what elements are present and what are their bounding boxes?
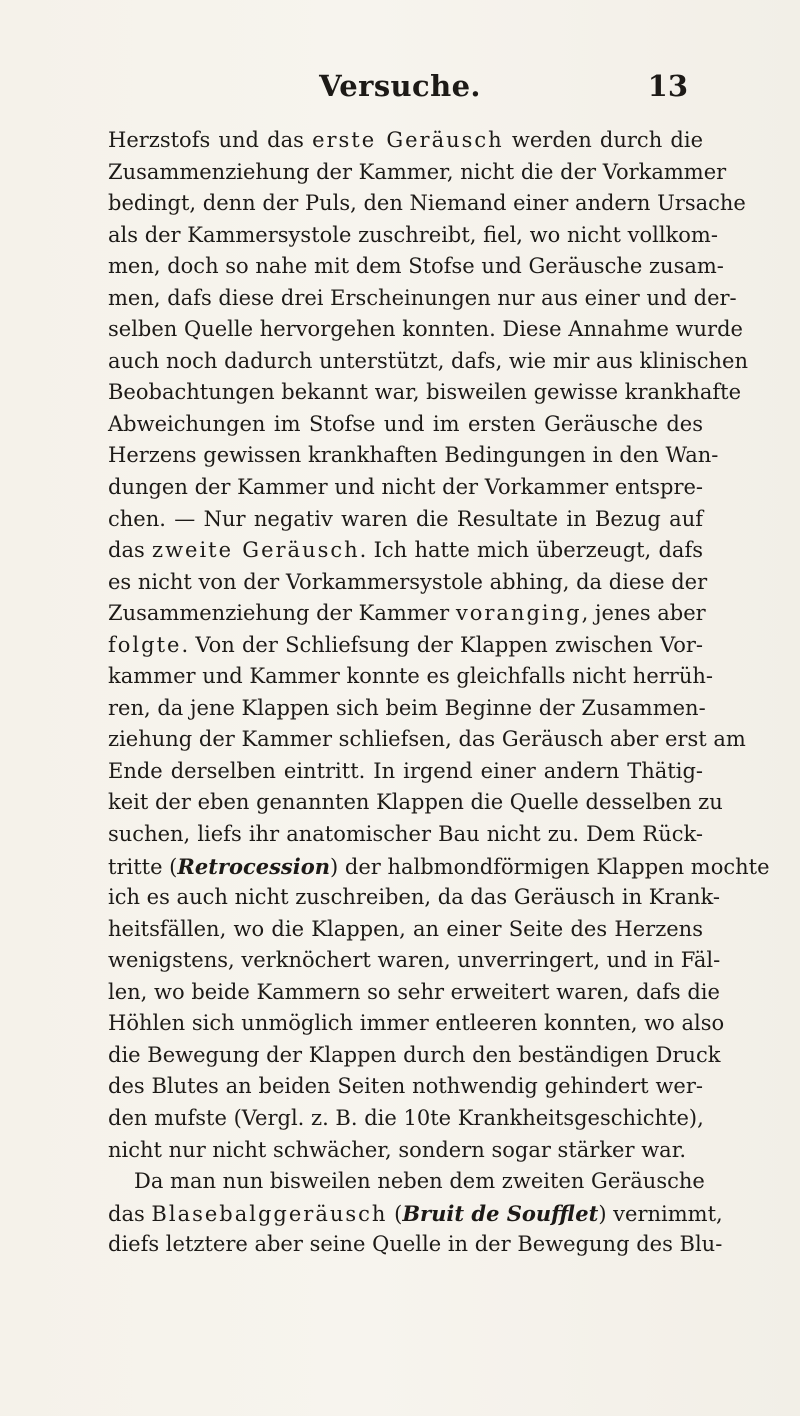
text-line-5 (108, 251, 724, 283)
text-segment: suchen, liefs ihr anatomischer Bau nicht zu. Dem Rück- (108, 822, 703, 847)
text-segment: voranging (455, 601, 582, 626)
text-line-18 (108, 661, 713, 693)
text-line-22 (108, 787, 723, 819)
text-line-31 (108, 1071, 703, 1103)
text-segment: dungen der Kammer und nicht der Vorkammer entspre- (108, 475, 704, 500)
text-segment: kammer und Kammer konnte es gleichfalls nicht herrüh- (108, 664, 713, 689)
text-segment: die Bewegung der Klappen durch den beständigen Druck (108, 1042, 721, 1067)
text-segment: folgte (108, 632, 182, 657)
text-segment: Herzstofs (108, 128, 211, 152)
body-text (108, 125, 770, 1261)
text-segment: und das (210, 128, 313, 152)
text-segment: bedingt, denn der Puls, den Niemand einer andern Ursache (108, 191, 746, 216)
text-segment: nicht nur nicht schwächer, sondern sogar stärker war. (108, 1137, 687, 1162)
text-segment: selben Quelle hervorgehen konnten. Diese Annahme wurde (108, 317, 743, 342)
text-line-16 (108, 598, 706, 630)
text-line-12 (108, 472, 703, 504)
text-line-15 (108, 567, 708, 599)
text-segment: Retrocession (177, 853, 331, 879)
text-line-10 (108, 409, 703, 441)
text-segment: es nicht von der Vorkammersystole abhing, da diese der (108, 569, 708, 594)
text-line-20 (108, 724, 746, 756)
running-title: Versuche. (319, 69, 481, 103)
text-segment: ) vernimmt, (598, 1201, 723, 1226)
text-segment: Bruit de Soufflet (402, 1200, 599, 1226)
text-segment: ( (387, 1201, 403, 1226)
text-segment: . Ich hatte mich überzeugt, dafs (359, 538, 704, 563)
text-line-28 (108, 977, 720, 1009)
text-segment: heitsfällen, wo die Klappen, an einer Seite des Herzens (108, 916, 703, 941)
text-segment: Höhlen sich unmöglich immer entleeren konnten, wo also (108, 1011, 725, 1036)
text-line-8 (108, 346, 748, 378)
text-line-30 (108, 1040, 721, 1072)
text-segment: wenigstens, verknöchert waren, unverringert, und in Fäl- (108, 948, 721, 973)
text-line-2 (108, 157, 727, 189)
text-segment: tritte ( (108, 854, 178, 879)
text-segment: ) der halbmondförmigen Klappen mochte (330, 854, 770, 879)
text-line-23 (108, 819, 703, 851)
text-segment: ren, da jene Klappen sich beim Beginne der Zusammen- (108, 695, 706, 720)
text-segment: , jenes aber (581, 601, 706, 626)
text-segment: len, wo beide Kammern so sehr erweitert waren, dafs die (108, 979, 720, 1004)
text-segment: keit der eben genannten Klappen die Quelle desselben zu (108, 790, 723, 815)
text-segment: des Blutes an beiden Seiten nothwendig gehindert wer- (108, 1074, 703, 1099)
text-line-24 (108, 851, 770, 883)
text-segment: Ende derselben eintritt. In irgend einer andern Thätig- (108, 758, 703, 783)
text-segment: als der Kammersystole zuschreibt, fiel, wo nicht vollkom- (108, 222, 718, 247)
page-number: 13 (647, 69, 688, 103)
text-segment: Abweichungen im Stofse und im ersten Geräusche des (108, 411, 703, 436)
text-segment: Beobachtungen bekannt war, bisweilen gewisse krankhafte (108, 380, 742, 405)
text-line-35 (108, 1198, 723, 1230)
text-segment: Zusammenziehung der Kammer (108, 601, 456, 626)
text-segment: das (108, 1201, 152, 1226)
page-header (0, 69, 800, 109)
text-segment: men, doch so nahe mit dem Stofse und Geräusche zusam- (108, 254, 724, 279)
text-line-7 (108, 314, 743, 346)
text-segment: das (108, 538, 152, 563)
text-line-21 (108, 756, 703, 788)
text-line-34 (108, 1166, 703, 1198)
text-segment: ziehung der Kammer schliefsen, das Geräusch aber erst am (108, 727, 746, 752)
text-line-3 (108, 188, 746, 220)
text-line-36 (108, 1229, 723, 1261)
text-segment: Herzens gewissen krankhaften Bedingungen in den Wan- (108, 443, 719, 468)
text-segment: den mufste (Vergl. z. B. die 10te Krankheitsgeschichte), (108, 1105, 704, 1130)
text-segment: Zusammenziehung der Kammer, nicht die der Vorkammer (108, 159, 727, 184)
text-line-17 (108, 630, 703, 662)
text-segment: diefs letztere aber seine Quelle in der Bewegung des Blu- (108, 1232, 723, 1257)
text-line-26 (108, 914, 703, 946)
text-segment: . Von der Schliefsung der Klappen zwischen Vor- (181, 632, 703, 657)
text-line-1 (108, 125, 703, 157)
text-line-25 (108, 882, 721, 914)
text-line-13 (108, 504, 703, 536)
text-line-29 (108, 1008, 725, 1040)
text-segment: zweite Geräusch (152, 538, 360, 563)
text-line-11 (108, 440, 719, 472)
text-line-27 (108, 945, 721, 977)
text-segment: auch noch dadurch unterstützt, dafs, wie mir aus klinischen (108, 348, 748, 373)
text-segment: erste Geräusch (312, 128, 504, 152)
text-line-6 (108, 283, 737, 315)
text-line-33 (108, 1135, 703, 1167)
text-segment: Blasebalggeräusch (151, 1201, 388, 1226)
text-segment: Da man nun bisweilen neben dem zweiten Geräusche (134, 1169, 705, 1194)
text-line-32 (108, 1103, 703, 1135)
text-line-14 (108, 535, 703, 567)
text-segment: ich es auch nicht zuschreiben, da das Geräusch in Krank- (108, 885, 721, 910)
text-line-9 (108, 377, 742, 409)
text-line-19 (108, 693, 706, 725)
text-segment: werden durch die (503, 128, 703, 152)
text-segment: chen. — Nur negativ waren die Resultate in Bezug auf (108, 506, 703, 531)
text-line-4 (108, 220, 718, 252)
text-segment: men, dafs diese drei Erscheinungen nur aus einer und der- (108, 285, 737, 310)
